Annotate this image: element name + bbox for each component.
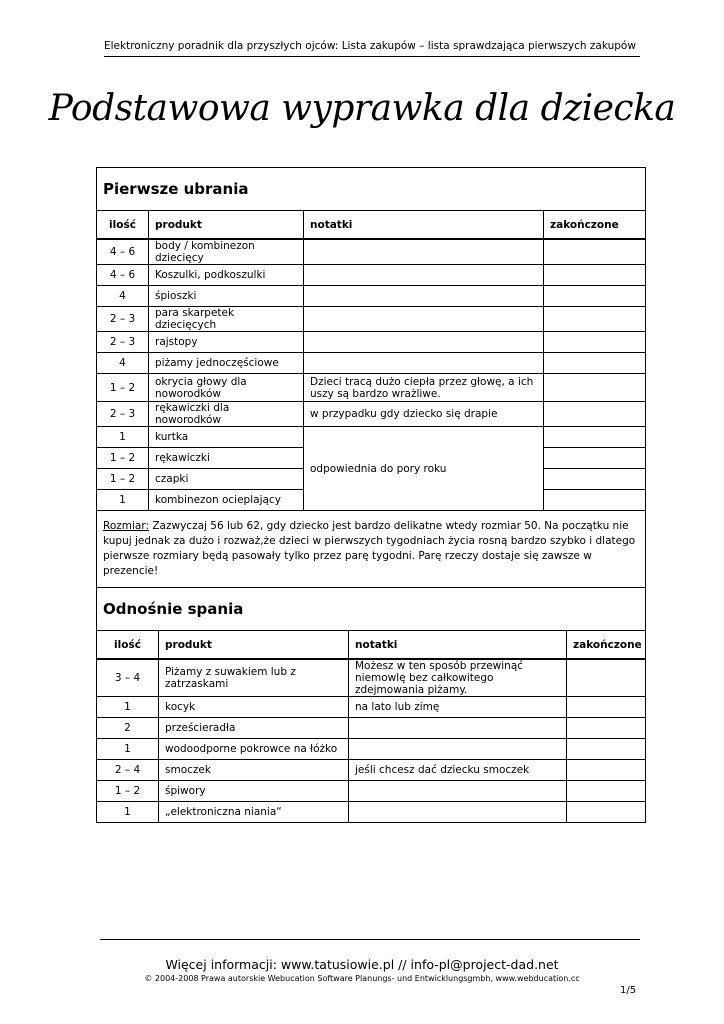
col-notes: notatki bbox=[349, 631, 567, 660]
qty-cell: 4 bbox=[97, 286, 149, 307]
product-cell: prześcieradła bbox=[159, 718, 349, 739]
qty-cell: 2 – 3 bbox=[97, 332, 149, 353]
col-qty: ilość bbox=[97, 211, 149, 240]
notes-cell: Możesz w ten sposób przewinąć niemowlę bez całkowitego zdejmowania piżamy. bbox=[349, 659, 567, 697]
qty-cell: 4 bbox=[97, 353, 149, 374]
qty-cell: 1 bbox=[97, 490, 149, 511]
size-note-text: Zazwyczaj 56 lub 62, gdy dziecko jest bardzo delikatne wtedy rozmiar 50. Na początku nie kupuj jednak za dużo i rozważ,że dzieci w pierwszych tygodniach życia rosną bardzo szybko i dlatego pierwsze rozmiary będą pasowały tylko przez parę tygodni. Parę rzeczy dostaje się zawsze w prezencie! bbox=[103, 520, 636, 577]
page-header: Elektroniczny poradnik dla przyszłych ojców: Lista zakupów – lista sprawdzająca pierwszych zakupów bbox=[104, 40, 640, 57]
notes-cell: na lato lub zimę bbox=[349, 697, 567, 718]
product-cell: rękawiczki bbox=[149, 448, 304, 469]
product-cell: Koszulki, podkoszulki bbox=[149, 265, 304, 286]
qty-cell: 3 – 4 bbox=[97, 659, 159, 697]
document-title: Podstawowa wyprawka dla dziecka bbox=[48, 88, 676, 129]
product-cell: kombinezon ocieplający bbox=[149, 490, 304, 511]
table-row bbox=[97, 697, 646, 718]
table-row bbox=[97, 374, 646, 402]
product-cell: kocyk bbox=[159, 697, 349, 718]
col-done: zakończone bbox=[544, 211, 646, 240]
table-row bbox=[97, 427, 646, 448]
product-cell: body / kombinezon dziecięcy bbox=[149, 239, 304, 265]
product-cell: czapki bbox=[149, 469, 304, 490]
done-checkbox-cell[interactable] bbox=[567, 760, 646, 781]
notes-cell bbox=[349, 802, 567, 823]
product-cell: kurtka bbox=[149, 427, 304, 448]
col-notes: notatki bbox=[304, 211, 544, 240]
table-row bbox=[97, 659, 646, 697]
table-row bbox=[97, 265, 646, 286]
done-checkbox-cell[interactable] bbox=[567, 659, 646, 697]
table-row bbox=[97, 781, 646, 802]
size-note-label: Rozmiar: bbox=[103, 520, 150, 532]
sleep-table bbox=[96, 587, 646, 823]
product-cell: rajstopy bbox=[149, 332, 304, 353]
product-cell: okrycia głowy dla noworodków bbox=[149, 374, 304, 402]
notes-cell bbox=[349, 781, 567, 802]
product-cell: „elektroniczna niania“ bbox=[159, 802, 349, 823]
col-product: produkt bbox=[149, 211, 304, 240]
done-checkbox-cell[interactable] bbox=[544, 332, 646, 353]
col-done: zakończone bbox=[567, 631, 646, 660]
qty-cell: 4 – 6 bbox=[97, 265, 149, 286]
notes-cell-merged: odpowiednia do pory roku bbox=[304, 427, 544, 511]
done-checkbox-cell[interactable] bbox=[567, 781, 646, 802]
done-checkbox-cell[interactable] bbox=[544, 427, 646, 448]
done-checkbox-cell[interactable] bbox=[544, 286, 646, 307]
qty-cell: 1 bbox=[97, 739, 159, 760]
qty-cell: 1 – 2 bbox=[97, 374, 149, 402]
done-checkbox-cell[interactable] bbox=[567, 697, 646, 718]
table-row bbox=[97, 307, 646, 332]
table-row bbox=[97, 239, 646, 265]
table-row bbox=[97, 718, 646, 739]
product-cell: śpiwory bbox=[159, 781, 349, 802]
notes-cell bbox=[304, 353, 544, 374]
done-checkbox-cell[interactable] bbox=[544, 307, 646, 332]
table-row bbox=[97, 802, 646, 823]
size-note bbox=[97, 511, 646, 588]
notes-cell bbox=[304, 332, 544, 353]
table-row bbox=[97, 332, 646, 353]
col-product: produkt bbox=[159, 631, 349, 660]
table-row bbox=[97, 402, 646, 427]
section-title-sleep: Odnośnie spania bbox=[97, 588, 646, 631]
footer-copyright: © 2004-2008 Prawa autorskie Webucation Software Planungs- und Entwicklungsgmbh, www.webducation.cc bbox=[144, 974, 580, 983]
section-title-clothes: Pierwsze ubrania bbox=[97, 168, 646, 211]
qty-cell: 4 – 6 bbox=[97, 239, 149, 265]
notes-cell: w przypadku gdy dziecko się drapie bbox=[304, 402, 544, 427]
product-cell: para skarpetek dziecięcych bbox=[149, 307, 304, 332]
product-cell: śpioszki bbox=[149, 286, 304, 307]
footer-info: Więcej informacji: www.tatusiowie.pl // info-pl@project-dad.net bbox=[165, 957, 559, 972]
qty-cell: 1 – 2 bbox=[97, 781, 159, 802]
done-checkbox-cell[interactable] bbox=[567, 739, 646, 760]
table-row bbox=[97, 760, 646, 781]
notes-cell bbox=[304, 239, 544, 265]
page-number: 1/5 bbox=[620, 985, 637, 996]
notes-cell: Dzieci tracą dużo ciepła przez głowę, a ich uszy są bardzo wrażliwe. bbox=[304, 374, 544, 402]
qty-cell: 2 – 3 bbox=[97, 307, 149, 332]
done-checkbox-cell[interactable] bbox=[544, 469, 646, 490]
done-checkbox-cell[interactable] bbox=[544, 239, 646, 265]
done-checkbox-cell[interactable] bbox=[544, 374, 646, 402]
table-row bbox=[97, 739, 646, 760]
product-cell: wodoodporne pokrowce na łóżko bbox=[159, 739, 349, 760]
col-qty: ilość bbox=[97, 631, 159, 660]
done-checkbox-cell[interactable] bbox=[544, 402, 646, 427]
product-cell: Piżamy z suwakiem lub z zatrzaskami bbox=[159, 659, 349, 697]
done-checkbox-cell[interactable] bbox=[544, 353, 646, 374]
notes-cell bbox=[349, 739, 567, 760]
product-cell: smoczek bbox=[159, 760, 349, 781]
qty-cell: 2 – 4 bbox=[97, 760, 159, 781]
qty-cell: 1 bbox=[97, 427, 149, 448]
qty-cell: 1 bbox=[97, 697, 159, 718]
done-checkbox-cell[interactable] bbox=[567, 718, 646, 739]
notes-cell bbox=[349, 718, 567, 739]
done-checkbox-cell[interactable] bbox=[544, 490, 646, 511]
notes-cell bbox=[304, 286, 544, 307]
qty-cell: 1 – 2 bbox=[97, 448, 149, 469]
qty-cell: 2 – 3 bbox=[97, 402, 149, 427]
done-checkbox-cell[interactable] bbox=[544, 448, 646, 469]
notes-cell bbox=[304, 265, 544, 286]
qty-cell: 1 bbox=[97, 802, 159, 823]
notes-cell: jeśli chcesz dać dziecku smoczek bbox=[349, 760, 567, 781]
product-cell: piżamy jednoczęściowe bbox=[149, 353, 304, 374]
table-row bbox=[97, 286, 646, 307]
footer-divider bbox=[100, 939, 640, 940]
done-checkbox-cell[interactable] bbox=[544, 265, 646, 286]
table-row bbox=[97, 353, 646, 374]
product-cell: rękawiczki dla noworodków bbox=[149, 402, 304, 427]
clothes-table bbox=[96, 167, 646, 588]
qty-cell: 1 – 2 bbox=[97, 469, 149, 490]
notes-cell bbox=[304, 307, 544, 332]
done-checkbox-cell[interactable] bbox=[567, 802, 646, 823]
qty-cell: 2 bbox=[97, 718, 159, 739]
